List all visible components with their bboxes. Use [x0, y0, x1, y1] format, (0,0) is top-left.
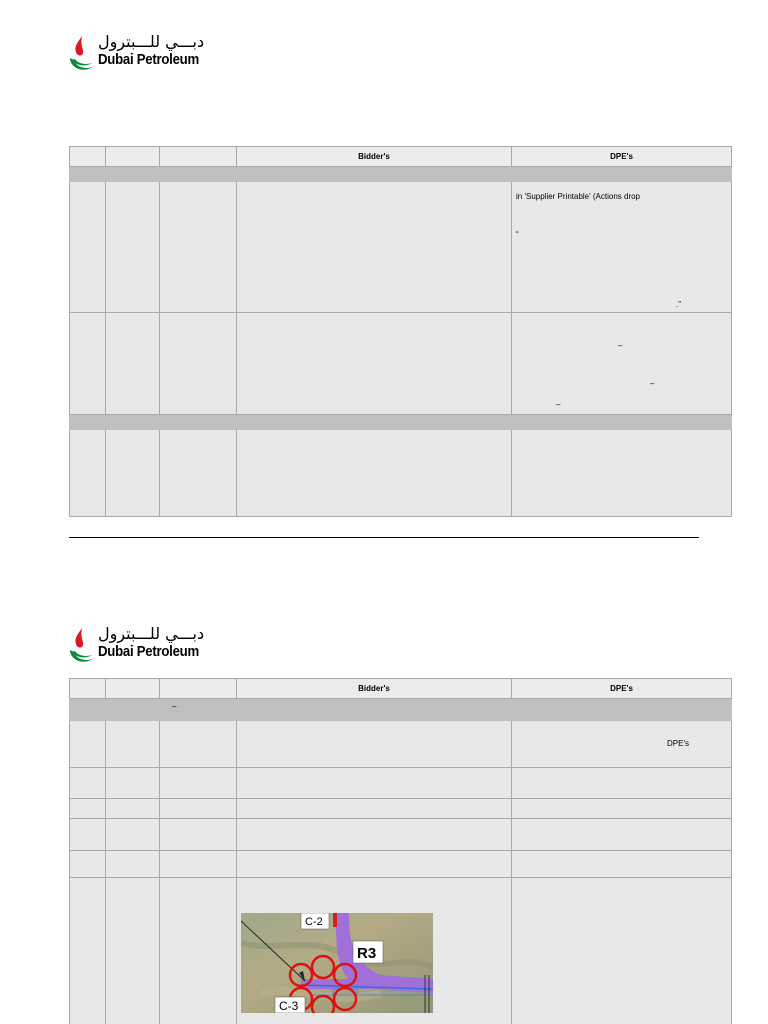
header-cell [160, 147, 237, 167]
table-cell [160, 799, 237, 819]
table-cell [70, 721, 106, 768]
bidder-cell [237, 851, 512, 878]
header-cell [160, 679, 237, 699]
table-row [70, 851, 732, 878]
dpe-cell [512, 819, 732, 851]
table-row [70, 182, 732, 313]
bidder-cell [237, 430, 512, 517]
header-cell [106, 679, 160, 699]
table-cell [160, 878, 237, 1024]
table-cell [106, 768, 160, 799]
flame-logo-icon [68, 624, 98, 666]
table-cell [70, 799, 106, 819]
map-label-r3: R3 [357, 945, 377, 962]
table-cell [106, 182, 160, 313]
table-row [70, 721, 732, 768]
site-map-image [241, 913, 433, 1013]
dpe-cell [512, 799, 732, 819]
bidder-cell [237, 819, 512, 851]
site-map-graphic [241, 913, 433, 1013]
table-cell [70, 182, 106, 313]
table-cell [160, 313, 237, 415]
dpe-cell [512, 768, 732, 799]
bidder-cell [237, 313, 512, 415]
table-cell [70, 878, 106, 1024]
table-cell [106, 851, 160, 878]
dpe-quote-mark: .” [676, 300, 681, 309]
table-cell [160, 768, 237, 799]
map-label-c2: C-2 [305, 916, 323, 928]
dpe-response-text: DPE's [667, 739, 689, 748]
table-row [70, 819, 732, 851]
bidder-cell [237, 768, 512, 799]
logo-english-text: Dubai Petroleum [98, 51, 199, 68]
table-row [70, 799, 732, 819]
logo-arabic-text: دبـــي للـــبترول [98, 624, 205, 643]
section-row [70, 167, 732, 182]
clarification-table-1 [69, 146, 732, 517]
dpe-cell [512, 851, 732, 878]
table-cell [106, 430, 160, 517]
bidder-cell [237, 721, 512, 768]
dpe-dash: – [650, 379, 655, 388]
dpe-response-text: in 'Supplier Printable' (Actions drop [516, 192, 641, 201]
logo-english-text: Dubai Petroleum [98, 643, 199, 660]
dpe-cell [512, 721, 732, 768]
table-cell [70, 819, 106, 851]
logo-arabic-text: دبـــي للـــبترول [98, 32, 205, 51]
header-dpes: DPE's [512, 679, 732, 699]
table-cell [106, 819, 160, 851]
table-cell [160, 721, 237, 768]
table-cell [70, 430, 106, 517]
table-cell [106, 878, 160, 1024]
header-bidders: Bidder's [237, 147, 512, 167]
table-cell [160, 819, 237, 851]
section-dash: – [172, 702, 177, 711]
header-cell [70, 679, 106, 699]
section-row [70, 415, 732, 430]
table-header-row [70, 679, 732, 699]
table-cell [106, 721, 160, 768]
dpe-dash: – [556, 400, 561, 409]
header-dpes: DPE's [512, 147, 732, 167]
dpe-cell [512, 878, 732, 1024]
bidder-cell [237, 182, 512, 313]
header-bidders: Bidder's [237, 679, 512, 699]
table-cell [106, 313, 160, 415]
dpe-quote-mark: “ [516, 230, 519, 239]
table-cell [160, 182, 237, 313]
table-cell [70, 313, 106, 415]
header-cell [106, 147, 160, 167]
map-label-c3: C-3 [279, 999, 299, 1013]
header-cell [70, 147, 106, 167]
table-row [70, 313, 732, 415]
table-cell [70, 851, 106, 878]
section-cell [70, 167, 732, 182]
footer-divider [69, 537, 699, 538]
section-cell [70, 415, 732, 430]
table-cell [160, 851, 237, 878]
table-header-row [70, 147, 732, 167]
flame-logo-icon [68, 32, 98, 74]
dpe-cell [512, 430, 732, 517]
section-cell [70, 699, 732, 721]
table-cell [70, 768, 106, 799]
dpe-dash: – [618, 341, 623, 350]
dpe-cell [512, 313, 732, 415]
table-cell [160, 430, 237, 517]
section-row [70, 699, 732, 721]
table-cell [106, 799, 160, 819]
table-row [70, 768, 732, 799]
dpe-cell [512, 182, 732, 313]
table-row [70, 430, 732, 517]
bidder-cell [237, 799, 512, 819]
